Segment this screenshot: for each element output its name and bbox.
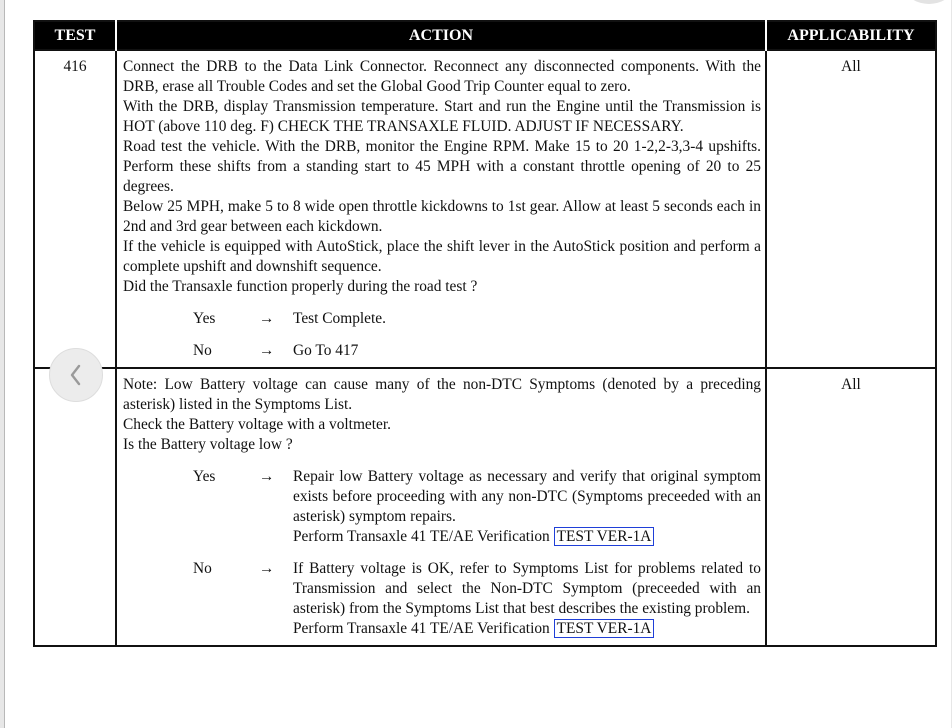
action-cell [116, 50, 766, 368]
action-question: Did the Transaxle function properly during the road test ? [123, 278, 478, 295]
test-number [34, 368, 116, 646]
header-action: ACTION [116, 21, 766, 50]
previous-page-button[interactable] [49, 348, 103, 402]
action-paragraph: Check the Battery voltage with a voltmeter. [123, 416, 391, 433]
action-paragraph: If the vehicle is equipped with AutoStick, place the shift lever in the AutoStick position and perform a complete upshift and downshift sequence. [123, 238, 761, 275]
action-note: Note: Low Battery voltage can cause many of the non-DTC Symptoms (denoted by a preceding asterisk) listed in the Symptoms List. [123, 376, 761, 413]
action-question: Is the Battery voltage low ? [123, 436, 293, 453]
arrow-right-icon: → [259, 342, 275, 359]
option-body [293, 467, 761, 547]
verification-line [293, 527, 761, 547]
option-no [123, 559, 761, 639]
option-text: Repair low Battery voltage as necessary and verify that original symptom exists before proceeding with any non-DTC (Symptoms preceeded with an asterisk) symptom repairs. [293, 468, 761, 525]
option-body [293, 559, 761, 639]
action-paragraph: Connect the DRB to the Data Link Connector. Reconnect any disconnected components. With the DRB, erase all Trouble Codes and set the Global Good Trip Counter equal to zero. [123, 58, 761, 95]
option-label: Yes [193, 468, 216, 485]
verification-text: Perform Transaxle 41 TE/AE Verification [293, 620, 550, 637]
action-paragraph: With the DRB, display Transmission temperature. Start and run the Engine until the Transmission is HOT (above 110 deg. F) CHECK THE TRANSAXLE FLUID. ADJUST IF NECESSARY. [123, 98, 761, 135]
chevron-left-icon [66, 362, 86, 388]
option-label: No [193, 342, 212, 359]
verification-text: Perform Transaxle 41 TE/AE Verification [293, 528, 550, 545]
document-page [4, 0, 951, 728]
applicability-value: All [766, 50, 936, 368]
table-row [34, 368, 936, 646]
arrow-right-icon: → [259, 310, 275, 327]
arrow-right-icon: → [259, 468, 275, 485]
option-no [123, 341, 761, 361]
option-yes [123, 309, 761, 329]
header-test: TEST [34, 21, 116, 50]
option-label: No [193, 560, 212, 577]
action-paragraph: Road test the vehicle. With the DRB, monitor the Engine RPM. Make 15 to 20 1-2,2-3,3-4 upshifts. Perform these shifts from a standing start to 45 MPH with a constant throttle opening of 20 to 25 degrees. [123, 138, 761, 195]
test-ver-link[interactable]: TEST VER-1A [554, 619, 655, 638]
header-row [34, 21, 936, 50]
corner-bubble [907, 0, 951, 4]
arrow-right-icon: → [259, 560, 275, 577]
action-paragraph: Below 25 MPH, make 5 to 8 wide open throttle kickdowns to 1st gear. Allow at least 5 seconds each in 2nd and 3rd gear between each kickdown. [123, 198, 761, 235]
test-number: 416 [34, 50, 116, 368]
option-yes [123, 467, 761, 547]
verification-line [293, 619, 761, 639]
table-row [34, 50, 936, 368]
action-cell [116, 368, 766, 646]
applicability-value: All [766, 368, 936, 646]
header-applicability: APPLICABILITY [766, 21, 936, 50]
option-text: Go To 417 [293, 342, 359, 359]
option-label: Yes [193, 310, 216, 327]
option-text: Test Complete. [293, 310, 386, 327]
test-ver-link[interactable]: TEST VER-1A [554, 527, 655, 546]
diagnostic-table [33, 20, 937, 647]
option-text: If Battery voltage is OK, refer to Symptoms List for problems related to Transmission and select the Non-DTC Symptom (preceeded with an asterisk) from the Symptoms List that best describes the existing problem. [293, 560, 761, 617]
